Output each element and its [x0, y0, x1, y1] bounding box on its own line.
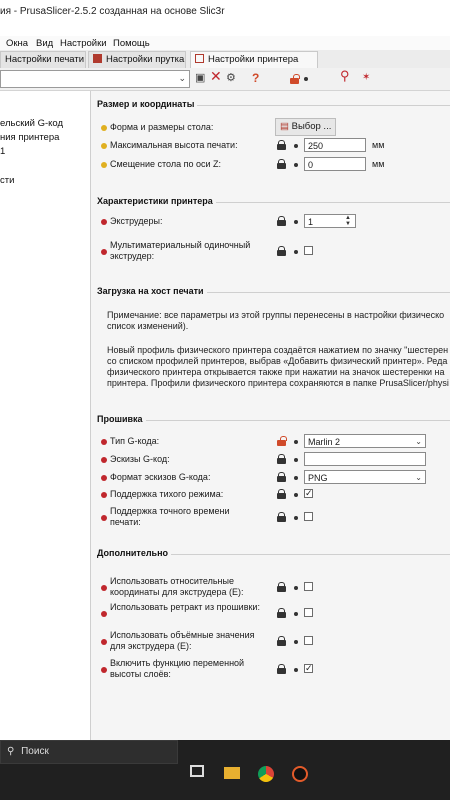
search-icon[interactable]: ⚲ [340, 68, 350, 83]
thumbnails-input[interactable] [304, 452, 426, 466]
lock-icon[interactable] [277, 489, 286, 499]
menu-help[interactable]: Помощь [113, 38, 150, 49]
note-line: принтера. Профили физического принтера сохраняются в папке PrusaSlicer/physi [107, 378, 449, 388]
setting-max-print-height [101, 139, 450, 153]
file-explorer-icon[interactable] [224, 767, 240, 779]
group-title: Загрузка на хост печати [97, 286, 207, 296]
group-title: Характеристики принтера [97, 196, 216, 206]
setting-thumbnails [101, 453, 450, 467]
group-firmware [97, 414, 450, 535]
bullet-icon [294, 516, 298, 520]
search-placeholder: Поиск [21, 746, 49, 757]
note-line: физического принтера открывается также при нажатии на значок шестеренки на [107, 367, 445, 377]
bullet-icon [294, 493, 298, 497]
lock-icon[interactable] [277, 159, 286, 169]
sidebar-item-custom-gcode[interactable]: ельский G-код [0, 118, 64, 129]
settings-page [91, 91, 450, 740]
title-bar [0, 0, 450, 36]
task-view-icon[interactable] [190, 765, 204, 777]
setting-label: Использовать ретракт из прошивки: [110, 602, 260, 612]
lock-icon[interactable] [277, 608, 286, 618]
windows-taskbar [0, 740, 450, 800]
filament-icon [93, 54, 102, 63]
save-icon[interactable]: ▣ [195, 72, 206, 84]
z-offset-input[interactable]: 0 [304, 157, 366, 171]
setting-label: Мультиматериальный одиночный экструдер: [110, 240, 251, 261]
note-line: со списком профилей принтеров, выбрав «Добавить физический принтер». Реда [107, 356, 448, 366]
taskbar-search[interactable] [0, 740, 178, 764]
bullet-icon [304, 77, 308, 81]
setting-variable-layer-height [101, 658, 450, 679]
menu-view[interactable]: Вид [36, 38, 54, 49]
group-size-coordinates [97, 99, 450, 182]
setting-relative-e [101, 576, 450, 597]
setting-silent-mode [101, 488, 450, 502]
button-label: Выбор ... [291, 121, 332, 132]
setting-multimaterial [101, 240, 450, 261]
bullet-icon [294, 458, 298, 462]
bullet-icon [294, 220, 298, 224]
lock-icon[interactable] [277, 664, 286, 674]
simple-mode-dot [101, 125, 107, 131]
advanced-mode-dot [101, 667, 107, 673]
bullet-icon [294, 144, 298, 148]
advanced-mode-dot [101, 492, 107, 498]
extruders-spin-input[interactable]: 1 [304, 214, 356, 228]
lock-icon[interactable] [277, 512, 286, 522]
menu-bar [0, 36, 450, 50]
tab-printer-settings[interactable] [190, 51, 318, 68]
setting-label: Использовать относительные координаты для экструдера (E): [110, 576, 244, 597]
multimaterial-checkbox[interactable] [304, 246, 313, 255]
lock-icon[interactable] [277, 454, 286, 464]
lock-icon[interactable] [277, 140, 286, 150]
delete-icon[interactable]: ✕ [210, 68, 222, 84]
gcode-flavor-select[interactable] [304, 434, 426, 448]
lock-icon[interactable] [277, 582, 286, 592]
variable-layer-checkbox[interactable]: ✓ [305, 663, 313, 673]
bullet-icon [294, 250, 298, 254]
advanced-mode-dot [101, 639, 107, 645]
chrome-icon[interactable] [258, 766, 274, 782]
group-advanced [97, 548, 450, 685]
advanced-mode-dot [101, 515, 107, 521]
relative-e-checkbox[interactable] [304, 582, 313, 591]
setting-label: Смещение стола по оси Z: [110, 159, 222, 169]
setting-gcode-flavor [101, 435, 450, 449]
chevron-down-icon: ⌄ [415, 473, 422, 482]
setting-thumbnail-format [101, 471, 450, 485]
lock-icon[interactable] [277, 472, 286, 482]
printer-preset-combo[interactable] [0, 70, 190, 88]
lock-icon[interactable] [277, 216, 286, 226]
sidebar-item-other[interactable]: сти [0, 175, 15, 186]
unit-label: мм [372, 140, 385, 150]
advanced-mode-dot [101, 219, 107, 225]
setting-label: Максимальная высота печати: [110, 140, 238, 150]
setting-label: Включить функцию переменной высоты слоёв: [110, 658, 245, 679]
volumetric-e-checkbox[interactable] [304, 636, 313, 645]
modes-icon[interactable]: ✶ [362, 72, 371, 83]
help-icon[interactable]: ? [252, 71, 260, 85]
search-icon: ⚲ [7, 746, 15, 757]
advanced-mode-dot [101, 439, 107, 445]
prusaslicer-icon[interactable] [292, 766, 308, 782]
simple-mode-dot [101, 162, 107, 168]
note-line: Новый профиль физического принтера создаётся нажатием по значку "шестерен [107, 345, 449, 355]
time-estimate-checkbox[interactable] [304, 512, 313, 521]
setting-label: Использовать объёмные значения для экструдера (E): [110, 630, 255, 651]
group-title: Прошивка [97, 414, 146, 424]
preset-toolbar [0, 68, 450, 91]
setting-label: Поддержка точного времени печати: [110, 506, 230, 527]
group-printer-characteristics [97, 196, 450, 271]
bullet-icon [294, 612, 298, 616]
setting-extruders [101, 215, 450, 229]
tab-print-settings[interactable] [0, 51, 86, 68]
sidebar-item-extruder[interactable]: 1 [0, 146, 6, 157]
window-title: ия - PrusaSlicer-2.5.2 созданная на основе Slic3r [0, 6, 225, 17]
group-title: Дополнительно [97, 548, 171, 558]
chevron-down-icon: ⌄ [415, 437, 422, 446]
silent-mode-checkbox[interactable]: ✓ [305, 488, 313, 498]
note-line: Примечание: все параметры из этой группы перенесены в настройки физическо [107, 310, 445, 320]
chevron-down-icon: ⌄ [178, 73, 186, 83]
select-value: Marlin 2 [308, 437, 341, 447]
menu-settings[interactable]: Настройки [60, 38, 107, 49]
menu-windows[interactable]: Окна [6, 38, 29, 49]
group-title: Размер и координаты [97, 99, 197, 109]
spin-arrows-icon[interactable]: ▲ ▼ [345, 215, 351, 227]
firmware-retract-checkbox[interactable] [304, 608, 313, 617]
advanced-mode-dot [101, 475, 107, 481]
tab-label: Настройки принтера [208, 54, 299, 65]
tab-filament-settings[interactable] [88, 51, 186, 68]
tab-label: Настройки печати [5, 54, 85, 65]
select-value: PNG [308, 473, 328, 483]
tab-label: Настройки прутка [106, 54, 185, 65]
bullet-icon [294, 476, 298, 480]
group-print-host-upload [97, 286, 450, 403]
setting-label: Экструдеры: [110, 216, 163, 226]
bullet-icon [294, 586, 298, 590]
setting-firmware-retract [101, 602, 450, 621]
compare-icon[interactable]: ⚙ [226, 72, 236, 84]
note-line: список изменений). [107, 321, 189, 331]
advanced-mode-dot [101, 457, 107, 463]
setting-label: Формат эскизов G-кода: [110, 472, 211, 482]
setting-bed-shape [101, 121, 450, 135]
setting-label: Эскизы G-код: [110, 454, 170, 464]
bed-shape-button[interactable]: ▤ Выбор ... [275, 118, 336, 136]
setting-time-estimate [101, 506, 450, 527]
settings-sidebar [0, 91, 91, 740]
setting-volumetric-e [101, 630, 450, 651]
thumbnail-format-select[interactable] [304, 470, 426, 484]
tab-bar [0, 50, 450, 69]
bullet-icon [294, 668, 298, 672]
bullet-icon [294, 163, 298, 167]
bullet-icon [294, 640, 298, 644]
setting-label: Форма и размеры стола: [110, 122, 214, 132]
lock-icon[interactable] [277, 636, 286, 646]
unlocked-icon[interactable] [277, 436, 286, 446]
advanced-mode-dot [101, 249, 107, 255]
advanced-mode-dot [101, 585, 107, 591]
setting-label: Тип G-кода: [110, 436, 160, 446]
setting-z-offset [101, 158, 450, 172]
unit-label: мм [372, 159, 385, 169]
printer-icon [195, 54, 204, 63]
bullet-icon [294, 440, 298, 444]
setting-label: Поддержка тихого режима: [110, 489, 224, 499]
max-height-input[interactable]: 250 [304, 138, 366, 152]
sidebar-item-printer-settings[interactable]: ния принтера [0, 132, 60, 143]
lock-icon[interactable] [277, 246, 286, 256]
unlocked-icon[interactable] [290, 74, 299, 84]
advanced-mode-dot [101, 611, 107, 617]
simple-mode-dot [101, 143, 107, 149]
